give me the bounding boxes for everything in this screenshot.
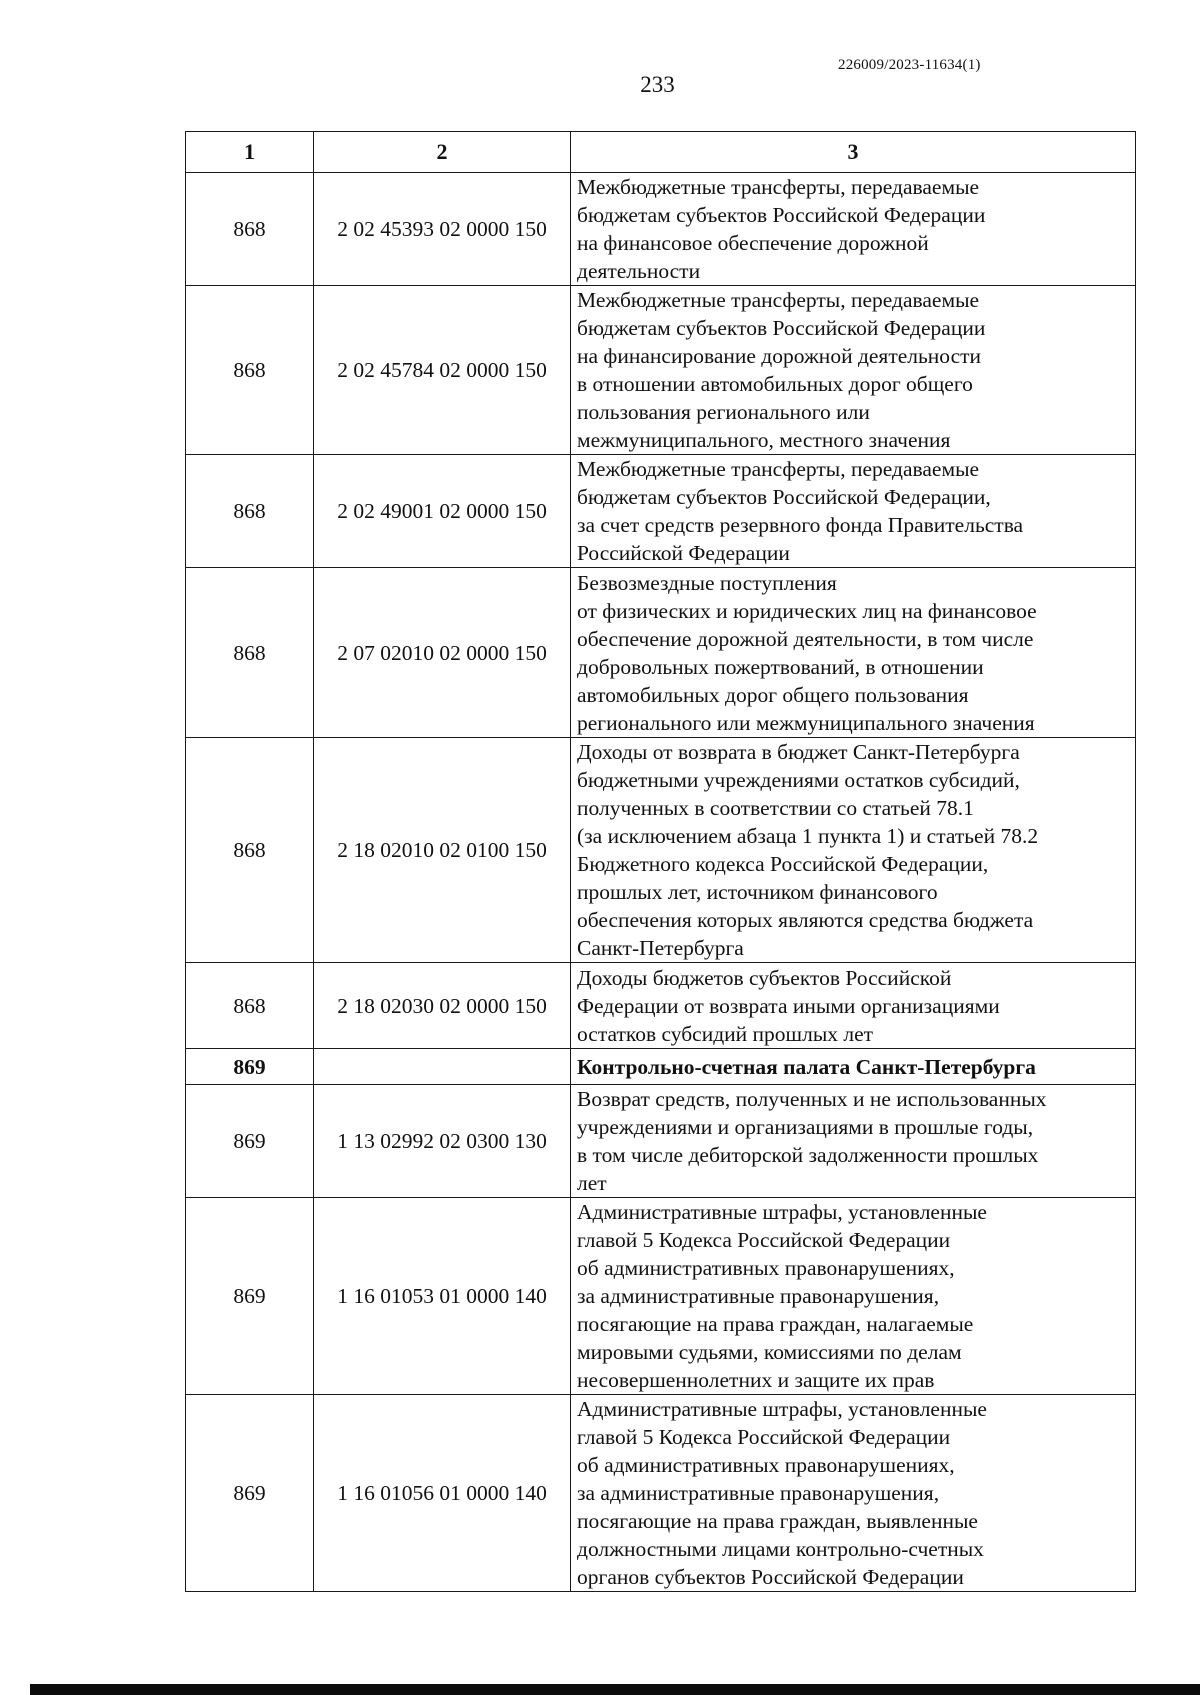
table-body [186, 173, 1136, 1592]
table-row [186, 455, 1136, 568]
description-line: бюджетам субъектов Российской Федерации [577, 316, 986, 340]
admin-code-cell: 868 [186, 568, 314, 738]
description-line: (за исключением абзаца 1 пункта 1) и статьей 78.2 [577, 824, 1039, 848]
description-line: Российской Федерации [577, 541, 790, 565]
admin-code-cell: 868 [186, 286, 314, 455]
description-cell [571, 455, 1136, 568]
admin-code-cell: 869 [186, 1049, 314, 1085]
table-row [186, 963, 1136, 1049]
description-line: за счет средств резервного фонда Правительства [577, 513, 1024, 537]
description-line: автомобильных дорог общего пользования [577, 682, 969, 707]
description-line: несовершеннолетних и защите их прав [577, 1368, 935, 1392]
description-line: межмуниципального, местного значения [577, 428, 951, 452]
table-header-row [186, 132, 1136, 173]
description-line: на финансовое обеспечение дорожной [577, 231, 929, 255]
description-line: Доходы бюджетов субъектов Российской [577, 965, 952, 990]
description-line: прошлых лет, источником финансового [577, 880, 938, 904]
revenue-code-cell: 2 02 45784 02 0000 150 [314, 286, 571, 455]
description-line: обеспечение дорожной деятельности, в том числе [577, 626, 1034, 651]
table-row [186, 738, 1136, 963]
description-line: от физических и юридических лиц на финансовое [577, 598, 1037, 623]
description-line: Санкт-Петербурга [577, 936, 744, 960]
description-line: Межбюджетные трансферты, передаваемые [577, 288, 980, 312]
description-line: за административные правонарушения, [577, 1481, 940, 1505]
table-row [186, 286, 1136, 455]
description-line: пользования регионального или [577, 400, 870, 424]
description-cell [571, 1395, 1136, 1592]
description-line: обеспечения которых являются средства бюджета [577, 908, 1034, 932]
description-line: бюджетам субъектов Российской Федерации, [577, 485, 991, 509]
description-line: Межбюджетные трансферты, передаваемые [577, 175, 980, 199]
description-line: полученных в соответствии со статьей 78.1 [577, 796, 974, 820]
table-row [186, 1198, 1136, 1395]
description-line: Административные штрафы, установленные [577, 1200, 987, 1224]
description-line: деятельности [577, 259, 701, 283]
description-line: Бюджетного кодекса Российской Федерации, [577, 852, 989, 876]
description-line: посягающие на права граждан, выявленные [577, 1509, 978, 1533]
description-line: бюджетными учреждениями остатков субсидий, [577, 768, 1020, 792]
description-line: лет [577, 1171, 607, 1195]
description-cell [571, 1085, 1136, 1198]
description-line: Безвозмездные поступления [577, 570, 837, 595]
page-number: 233 [640, 72, 675, 97]
revenue-code-cell: 2 02 49001 02 0000 150 [314, 455, 571, 568]
description-line: учреждениями и организациями в прошлые годы, [577, 1115, 1034, 1139]
table-row [186, 1085, 1136, 1198]
revenue-code-cell [314, 1049, 571, 1085]
column-header-1: 1 [186, 132, 314, 173]
admin-code-cell: 869 [186, 1198, 314, 1395]
admin-code-cell: 868 [186, 455, 314, 568]
description-line: Доходы от возврата в бюджет Санкт-Петербурга [577, 740, 1020, 764]
description-line: остатков субсидий прошлых лет [577, 1021, 874, 1046]
description-cell [571, 1049, 1136, 1085]
revenue-code-cell: 2 02 45393 02 0000 150 [314, 173, 571, 286]
description-line: органов субъектов Российской Федерации [577, 1565, 964, 1589]
description-line: посягающие на права граждан, налагаемые [577, 1312, 974, 1336]
admin-code-cell: 868 [186, 738, 314, 963]
description-line: Межбюджетные трансферты, передаваемые [577, 457, 980, 481]
description-line: должностными лицами контрольно-счетных [577, 1537, 984, 1561]
table-row [186, 173, 1136, 286]
description-line: Возврат средств, полученных и не использованных [577, 1087, 1047, 1111]
admin-code-cell: 869 [186, 1085, 314, 1198]
table-row [186, 568, 1136, 738]
table-row [186, 1395, 1136, 1592]
description-line: главой 5 Кодекса Российской Федерации [577, 1425, 951, 1449]
description-cell [571, 963, 1136, 1049]
scan-edge-bar [30, 1684, 1200, 1695]
admin-code-cell: 869 [186, 1395, 314, 1592]
description-cell [571, 1198, 1136, 1395]
revenue-code-cell: 2 07 02010 02 0000 150 [314, 568, 571, 738]
description-line: в том числе дебиторской задолженности прошлых [577, 1143, 1039, 1167]
description-cell [571, 738, 1136, 963]
description-cell [571, 286, 1136, 455]
column-header-3: 3 [571, 132, 1136, 173]
description-line: Контрольно-счетная палата Санкт-Петербурга [577, 1054, 1036, 1079]
description-cell [571, 568, 1136, 738]
revenue-code-cell: 2 18 02030 02 0000 150 [314, 963, 571, 1049]
revenue-code-cell: 2 18 02010 02 0100 150 [314, 738, 571, 963]
description-line: регионального или межмуниципального значения [577, 710, 1035, 735]
description-line: Административные штрафы, установленные [577, 1397, 987, 1421]
admin-code-cell: 868 [186, 173, 314, 286]
admin-code-cell: 868 [186, 963, 314, 1049]
table-section-row [186, 1049, 1136, 1085]
revenue-code-cell: 1 13 02992 02 0300 130 [314, 1085, 571, 1198]
description-line: в отношении автомобильных дорог общего [577, 372, 973, 396]
description-line: за административные правонарушения, [577, 1284, 940, 1308]
description-line: Федерации от возврата иными организациями [577, 993, 1000, 1018]
revenue-code-cell: 1 16 01056 01 0000 140 [314, 1395, 571, 1592]
description-line: об административных правонарушениях, [577, 1453, 955, 1477]
column-header-2: 2 [314, 132, 571, 173]
description-line: главой 5 Кодекса Российской Федерации [577, 1228, 951, 1252]
document-registration-number: 226009/2023-11634(1) [838, 57, 981, 73]
revenue-code-cell: 1 16 01053 01 0000 140 [314, 1198, 571, 1395]
description-line: об административных правонарушениях, [577, 1256, 955, 1280]
description-line: добровольных пожертвований, в отношении [577, 654, 984, 679]
description-line: на финансирование дорожной деятельности [577, 344, 982, 368]
description-line: бюджетам субъектов Российской Федерации [577, 203, 986, 227]
description-line: мировыми судьями, комиссиями по делам [577, 1340, 962, 1364]
revenue-codes-table [185, 131, 1136, 1592]
description-cell [571, 173, 1136, 286]
